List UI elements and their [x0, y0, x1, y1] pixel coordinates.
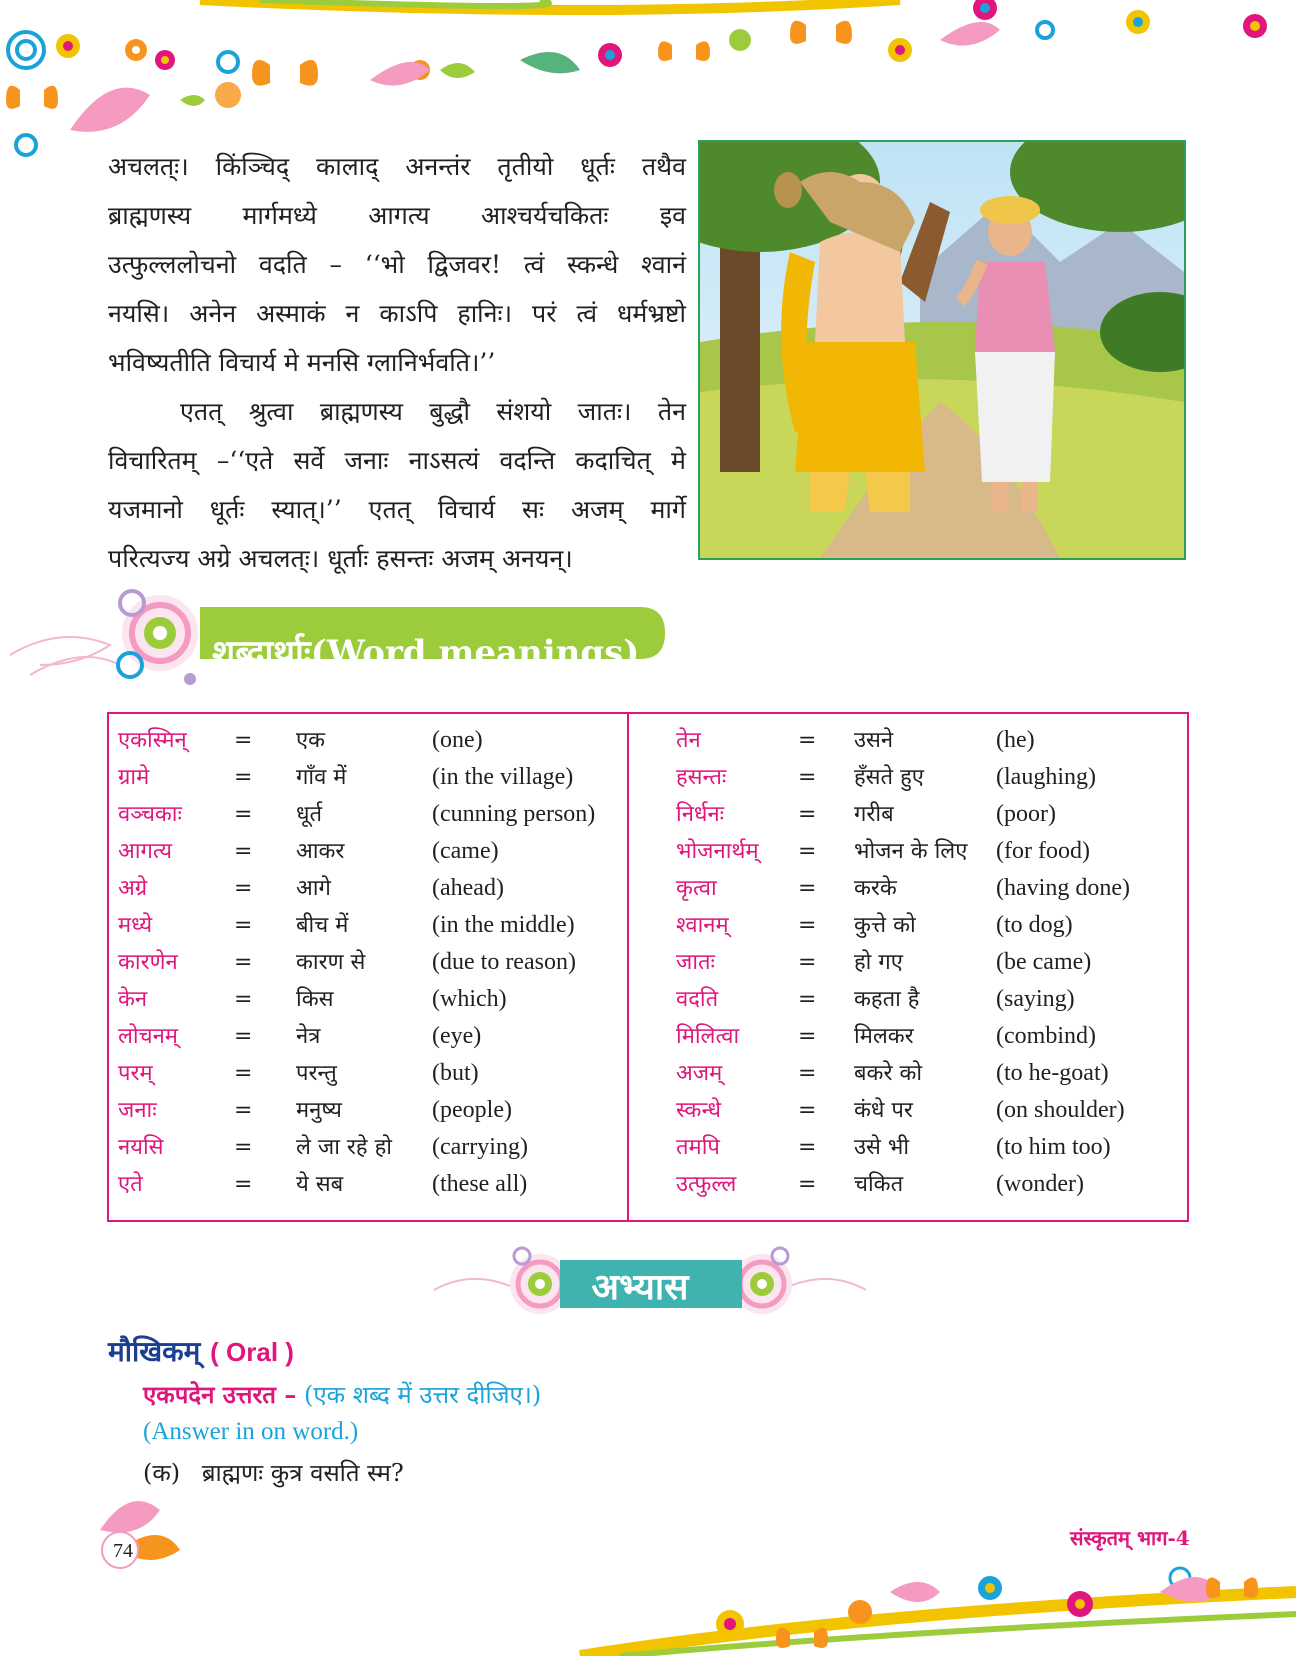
- hindi-meaning: मनुष्य: [296, 1098, 342, 1123]
- english-meaning: (for food): [996, 838, 1090, 864]
- sanskrit-word: श्वानम्: [676, 913, 729, 938]
- english-meaning: (to he-goat): [996, 1060, 1109, 1086]
- passage-paragraph-1: [108, 142, 686, 387]
- hindi-meaning: कारण से: [296, 950, 366, 975]
- sanskrit-word: भोजनार्थम्: [676, 839, 759, 864]
- oral-heading-english: ( Oral ): [210, 1337, 294, 1367]
- sanskrit-word: मिलित्वा: [676, 1024, 740, 1049]
- sanskrit-word: अजम्: [676, 1061, 723, 1086]
- oral-heading-hindi: मौखिकम्: [108, 1335, 201, 1368]
- passage-line: उत्फुल्ललोचनो वदति – ‘‘भो द्विजवर! त्वं स्कन्धे श्वानं: [108, 250, 686, 279]
- sanskrit-word: लोचनम्: [118, 1024, 178, 1049]
- equals-sign: =: [234, 1098, 253, 1123]
- english-meaning: (saying): [996, 986, 1075, 1012]
- instruction-english: (Answer in on word.): [143, 1418, 359, 1445]
- hindi-meaning: कंधे पर: [854, 1098, 913, 1123]
- sanskrit-word: ग्रामे: [118, 765, 150, 790]
- equals-sign: =: [234, 1024, 253, 1049]
- english-meaning: (be came): [996, 949, 1092, 975]
- hindi-meaning: धूर्त: [296, 802, 323, 827]
- hindi-meaning: उसने: [854, 728, 894, 753]
- passage-line: भविष्यतीति विचार्य मे मनसि ग्लानिर्भवति।’’: [108, 348, 496, 377]
- sanskrit-word: कारणेन: [118, 950, 178, 975]
- english-meaning: (eye): [432, 1023, 482, 1049]
- english-meaning: (wonder): [996, 1171, 1084, 1197]
- sanskrit-word: निर्धनः: [676, 802, 725, 827]
- hindi-meaning: उसे भी: [854, 1135, 910, 1160]
- passage-paragraph-2: [108, 387, 686, 583]
- english-meaning: (combind): [996, 1023, 1096, 1049]
- english-meaning: (to dog): [996, 912, 1073, 938]
- equals-sign: =: [798, 1024, 817, 1049]
- sanskrit-word: तमपि: [676, 1135, 720, 1160]
- english-meaning: (poor): [996, 801, 1056, 827]
- hindi-meaning: चकित: [854, 1172, 904, 1197]
- hindi-meaning: नेत्र: [296, 1024, 321, 1049]
- instruction-line: [143, 1378, 541, 1411]
- page-number-flower: [90, 1490, 190, 1580]
- equals-sign: =: [798, 1061, 817, 1086]
- sanskrit-word: स्कन्धे: [676, 1098, 722, 1123]
- english-meaning: (but): [432, 1060, 479, 1086]
- question-text: ब्राह्मणः कुत्र वसति स्म?: [201, 1459, 404, 1487]
- passage-line: यजमानो धूर्तः स्यात्।’’ एतत् विचार्य सः अजम् मार्गे: [108, 495, 686, 524]
- equals-sign: =: [798, 765, 817, 790]
- equals-sign: =: [798, 1172, 817, 1197]
- passage-line: ब्राह्मणस्य मार्गमध्ये आगत्य आश्चर्यचकितः इव: [108, 201, 686, 230]
- english-meaning: (came): [432, 838, 499, 864]
- oral-heading: [108, 1332, 294, 1370]
- english-meaning: (having done): [996, 875, 1130, 901]
- sanskrit-word: आगत्य: [118, 839, 173, 864]
- sanskrit-word: मध्ये: [118, 913, 153, 938]
- equals-sign: =: [234, 1172, 253, 1197]
- passage-line: परित्यज्य अग्रे अचलत्ः। धूर्ताः हसन्तः अजम् अनयन्।: [108, 544, 573, 573]
- hindi-meaning: ये सब: [296, 1172, 344, 1197]
- bottom-floral-border: [560, 1552, 1296, 1656]
- equals-sign: =: [798, 1098, 817, 1123]
- hindi-meaning: आगे: [296, 876, 331, 901]
- brahmin-with-goat-illustration: [700, 142, 1184, 558]
- hindi-meaning: गाँव में: [296, 765, 347, 790]
- sanskrit-word: तेन: [676, 728, 701, 753]
- english-meaning: (he): [996, 727, 1035, 753]
- equals-sign: =: [234, 987, 253, 1012]
- equals-sign: =: [234, 728, 253, 753]
- instruction-sanskrit: एकपदेन उत्तरत –: [143, 1380, 297, 1409]
- passage-line: नयसि। अनेन अस्माकं न काऽपि हानिः। परं त्वं धर्मभ्रष्टो: [108, 299, 686, 328]
- hindi-meaning: कुत्ते को: [854, 913, 916, 938]
- equals-sign: =: [798, 987, 817, 1012]
- story-illustration: [698, 140, 1186, 560]
- english-meaning: (in the village): [432, 764, 574, 790]
- sanskrit-word: वञ्चकाः: [118, 802, 182, 827]
- equals-sign: =: [234, 802, 253, 827]
- sanskrit-word: परम्: [118, 1061, 153, 1086]
- equals-sign: =: [798, 876, 817, 901]
- hindi-meaning: गरीब: [854, 802, 894, 827]
- equals-sign: =: [234, 1061, 253, 1086]
- hindi-meaning: कहता है: [854, 987, 920, 1012]
- equals-sign: =: [234, 1135, 253, 1160]
- sanskrit-word: जातः: [676, 950, 716, 975]
- sanskrit-word: वदति: [676, 987, 719, 1012]
- top-floral-border: [0, 0, 1296, 160]
- english-meaning: (people): [432, 1097, 512, 1123]
- exercise-title: अभ्यास: [591, 1266, 689, 1308]
- equals-sign: =: [798, 728, 817, 753]
- hindi-meaning: मिलकर: [854, 1024, 914, 1049]
- passage-line: विचारितम् –‘‘एते सर्वे जनाः नाऽसत्यं वदन्ति कदाचित् मे: [108, 446, 686, 475]
- sanskrit-word: केन: [118, 987, 148, 1012]
- passage-line: अचलत्ः। किंञ्चिद् कालाद् अनन्तंर तृतीयो धूर्तः तथैव: [108, 152, 686, 181]
- book-title: संस्कृतम् भाग-4: [1070, 1526, 1190, 1550]
- hindi-meaning: एक: [296, 728, 326, 753]
- sanskrit-word: उत्फुल्ल: [676, 1172, 737, 1197]
- page-number: 74: [113, 1540, 133, 1562]
- hindi-meaning: बीच में: [296, 913, 349, 938]
- hindi-meaning: आकर: [296, 839, 345, 864]
- english-meaning: (one): [432, 727, 483, 753]
- sanskrit-word: जनाः: [118, 1098, 157, 1123]
- question-marker: (क): [143, 1459, 181, 1487]
- equals-sign: =: [234, 950, 253, 975]
- english-meaning: (laughing): [996, 764, 1096, 790]
- english-meaning: (carrying): [432, 1134, 528, 1160]
- hindi-meaning: बकरे को: [854, 1061, 923, 1086]
- equals-sign: =: [798, 802, 817, 827]
- passage-line: एतत् श्रुत्वा ब्राह्मणस्य बुद्धौ संशयो जातः। तेन: [180, 397, 686, 426]
- equals-sign: =: [234, 765, 253, 790]
- hindi-meaning: करके: [854, 876, 897, 901]
- sanskrit-word: कृत्वा: [676, 876, 717, 901]
- hindi-meaning: हँसते हुए: [854, 765, 924, 790]
- hindi-meaning: किस: [296, 987, 334, 1012]
- hindi-meaning: हो गए: [854, 950, 903, 975]
- english-meaning: (which): [432, 986, 507, 1012]
- english-meaning: (on shoulder): [996, 1097, 1125, 1123]
- instruction-hindi-hint: (एक शब्द में उत्तर दीजिए।): [303, 1381, 542, 1409]
- sanskrit-word: एकस्मिन्: [118, 728, 187, 753]
- english-meaning: (ahead): [432, 875, 504, 901]
- question-item: [143, 1456, 404, 1489]
- hindi-meaning: भोजन के लिए: [854, 839, 968, 864]
- english-meaning: (these all): [432, 1171, 528, 1197]
- equals-sign: =: [234, 913, 253, 938]
- equals-sign: =: [798, 1135, 817, 1160]
- english-meaning: (cunning person): [432, 801, 596, 827]
- sanskrit-word: हसन्तः: [676, 765, 727, 790]
- sanskrit-word: नयसि: [118, 1135, 164, 1160]
- hindi-meaning: ले जा रहे हो: [296, 1135, 392, 1160]
- word-meanings-title: शब्दार्थाः(Word meanings): [212, 633, 640, 673]
- hindi-meaning: परन्तु: [296, 1061, 337, 1086]
- sanskrit-word: अग्रे: [118, 876, 148, 901]
- english-meaning: (to him too): [996, 1134, 1111, 1160]
- english-meaning: (in the middle): [432, 912, 575, 938]
- equals-sign: =: [798, 913, 817, 938]
- equals-sign: =: [798, 839, 817, 864]
- word-meanings-column-divider: [627, 712, 629, 1222]
- equals-sign: =: [234, 876, 253, 901]
- equals-sign: =: [798, 950, 817, 975]
- sanskrit-word: एते: [118, 1172, 143, 1197]
- english-meaning: (due to reason): [432, 949, 576, 975]
- equals-sign: =: [234, 839, 253, 864]
